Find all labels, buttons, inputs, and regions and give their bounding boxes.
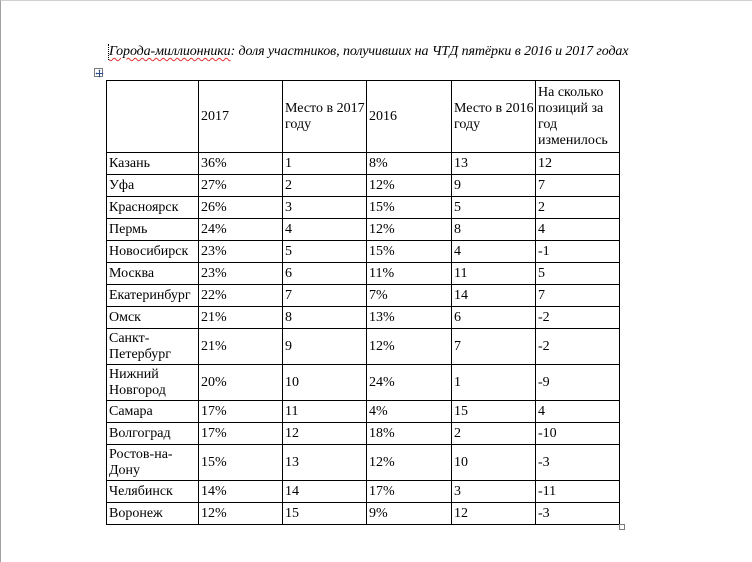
cell-rank-2016[interactable]: 3 [452,481,536,503]
header-cell-change[interactable]: На сколько позиций за год изменилось [536,81,620,153]
cell-share-2016[interactable]: 12% [367,175,452,197]
cell-rank-2016[interactable]: 15 [452,401,536,423]
cell-share-2017[interactable]: 36% [199,153,283,175]
table-row [107,423,620,445]
cell-rank-2016[interactable]: 4 [452,241,536,263]
cell-rank-2016[interactable]: 7 [452,329,536,365]
cell-change[interactable]: -2 [536,307,620,329]
cell-change[interactable]: 4 [536,401,620,423]
cell-share-2017[interactable]: 23% [199,263,283,285]
cell-rank-2017[interactable]: 15 [283,503,367,525]
cell-share-2016[interactable]: 4% [367,401,452,423]
cell-share-2017[interactable]: 27% [199,175,283,197]
cell-share-2016[interactable]: 9% [367,503,452,525]
cell-rank-2016[interactable]: 1 [452,365,536,401]
cell-share-2017[interactable]: 21% [199,329,283,365]
cell-share-2017[interactable]: 12% [199,503,283,525]
cell-change[interactable]: 12 [536,153,620,175]
cell-change[interactable]: -10 [536,423,620,445]
cell-rank-2016[interactable]: 10 [452,445,536,481]
cell-share-2017[interactable]: 20% [199,365,283,401]
cell-share-2017[interactable]: 26% [199,197,283,219]
table-row [107,197,620,219]
cell-city[interactable]: Пермь [107,219,199,241]
table-resize-handle[interactable] [619,524,625,530]
header-cell-2017[interactable]: 2017 [199,81,283,153]
cell-share-2016[interactable]: 12% [367,445,452,481]
cell-rank-2017[interactable]: 2 [283,175,367,197]
cell-change[interactable]: -2 [536,329,620,365]
cell-city[interactable]: Самара [107,401,199,423]
cell-rank-2017[interactable]: 5 [283,241,367,263]
cell-share-2016[interactable]: 15% [367,241,452,263]
table-row [107,153,620,175]
table-header-row [107,81,620,153]
cell-change[interactable]: -9 [536,365,620,401]
cell-rank-2017[interactable]: 1 [283,153,367,175]
table-row [107,445,620,481]
cell-change[interactable]: 4 [536,219,620,241]
cell-share-2016[interactable]: 8% [367,153,452,175]
cell-rank-2016[interactable]: 14 [452,285,536,307]
cell-city[interactable]: Ростов-на-Дону [107,445,199,481]
cell-rank-2017[interactable]: 7 [283,285,367,307]
header-cell-2016[interactable]: 2016 [367,81,452,153]
cell-rank-2017[interactable]: 11 [283,401,367,423]
cell-rank-2016[interactable]: 12 [452,503,536,525]
cell-city[interactable]: Казань [107,153,199,175]
cell-share-2016[interactable]: 18% [367,423,452,445]
cell-change[interactable]: -11 [536,481,620,503]
cell-share-2017[interactable]: 17% [199,423,283,445]
cell-share-2017[interactable]: 22% [199,285,283,307]
cell-share-2016[interactable]: 7% [367,285,452,307]
cell-rank-2017[interactable]: 8 [283,307,367,329]
cell-share-2016[interactable]: 17% [367,481,452,503]
cell-rank-2016[interactable]: 2 [452,423,536,445]
cell-rank-2017[interactable]: 12 [283,423,367,445]
cell-change[interactable]: 2 [536,197,620,219]
cell-share-2016[interactable]: 13% [367,307,452,329]
cell-share-2016[interactable]: 11% [367,263,452,285]
cell-rank-2017[interactable]: 9 [283,329,367,365]
cell-change[interactable]: 7 [536,175,620,197]
cell-city[interactable]: Омск [107,307,199,329]
table-row [107,241,620,263]
cell-city[interactable]: Москва [107,263,199,285]
header-cell-rank-2017[interactable]: Место в 2017 году [283,81,367,153]
table-move-handle-icon[interactable] [94,68,103,77]
cell-rank-2016[interactable]: 9 [452,175,536,197]
cell-rank-2017[interactable]: 4 [283,219,367,241]
cell-rank-2016[interactable]: 8 [452,219,536,241]
table-row [107,175,620,197]
table-row [107,481,620,503]
cell-city[interactable]: Новосибирск [107,241,199,263]
cell-rank-2016[interactable]: 13 [452,153,536,175]
cell-rank-2016[interactable]: 5 [452,197,536,219]
cell-city[interactable]: Санкт-Петербург [107,329,199,365]
cell-rank-2017[interactable]: 6 [283,263,367,285]
table-row [107,285,620,307]
header-cell-rank-2016[interactable]: Место в 2016 году [452,81,536,153]
table-row [107,401,620,423]
table-caption[interactable] [109,44,628,60]
cell-rank-2017[interactable]: 3 [283,197,367,219]
table-row [107,307,620,329]
header-cell-city[interactable] [107,81,199,153]
cell-change[interactable]: 5 [536,263,620,285]
cell-share-2017[interactable]: 23% [199,241,283,263]
cell-share-2016[interactable]: 15% [367,197,452,219]
cell-share-2017[interactable]: 17% [199,401,283,423]
cell-change[interactable]: -3 [536,503,620,525]
cell-share-2017[interactable]: 14% [199,481,283,503]
cell-share-2016[interactable]: 12% [367,329,452,365]
caption-spellcheck-word[interactable]: Города-миллионники [109,44,231,59]
cell-rank-2017[interactable]: 10 [283,365,367,401]
cell-share-2016[interactable]: 24% [367,365,452,401]
cell-city[interactable]: Красноярск [107,197,199,219]
cell-change[interactable]: -1 [536,241,620,263]
cell-city[interactable]: Нижний Новгород [107,365,199,401]
cell-city[interactable]: Челябинск [107,481,199,503]
table-row [107,219,620,241]
cell-change[interactable]: 7 [536,285,620,307]
caption-text: : доля участников, получивших на ЧТД пятёрки в 2016 и 2017 годах [230,44,629,59]
cell-share-2017[interactable]: 15% [199,445,283,481]
cell-rank-2016[interactable]: 6 [452,307,536,329]
cell-rank-2016[interactable]: 11 [452,263,536,285]
cell-rank-2017[interactable]: 13 [283,445,367,481]
table-row [107,329,620,365]
cell-city[interactable]: Уфа [107,175,199,197]
table-row [107,503,620,525]
cell-city[interactable]: Волгоград [107,423,199,445]
cell-city[interactable]: Екатеринбург [107,285,199,307]
cell-share-2017[interactable]: 21% [199,307,283,329]
table-row [107,263,620,285]
cell-rank-2017[interactable]: 14 [283,481,367,503]
results-table[interactable] [106,80,620,525]
cell-city[interactable]: Воронеж [107,503,199,525]
cell-share-2016[interactable]: 12% [367,219,452,241]
table-row [107,365,620,401]
cell-change[interactable]: -3 [536,445,620,481]
cell-share-2017[interactable]: 24% [199,219,283,241]
